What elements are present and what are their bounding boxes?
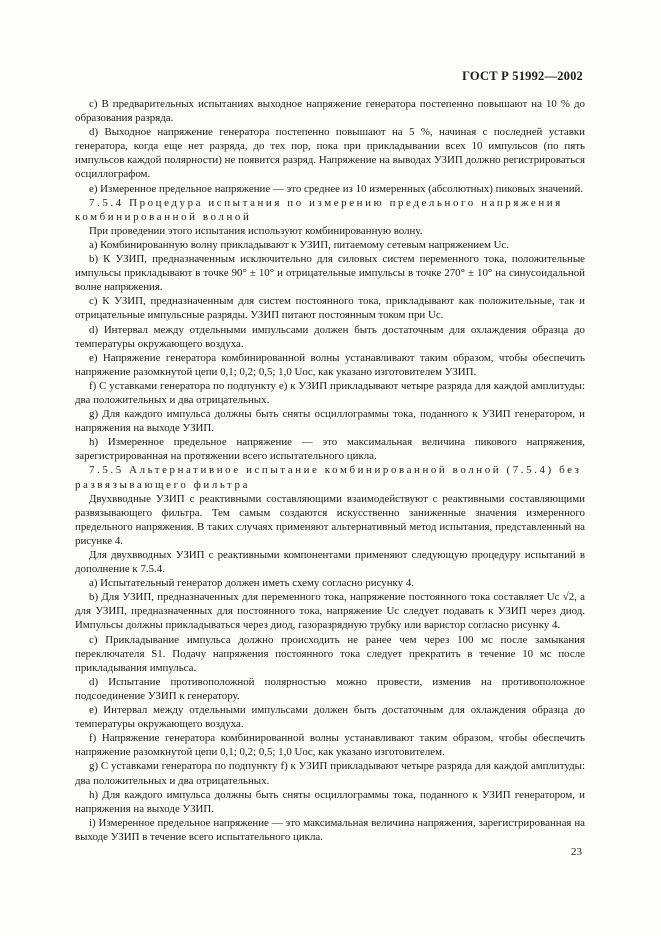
- paragraph-7-5-5-b: b) Для УЗИП, предназначенных для переменного тока, напряжение постоянного тока составляет Uc √2, а для УЗИП, предназначенных для постоянного тока, напряжение Uc следует подавать к УЗИП через диод. Импульсы должны прикладываться через диод, газоразрядную трубку или варистор согласно рисунку 4.: [75, 591, 585, 632]
- document-body: [75, 97, 585, 844]
- paragraph-7-5-5-d: d) Испытание противоположной полярностью можно провести, изменив на противоположное подсоединение УЗИП к генератору.: [75, 675, 585, 702]
- paragraph-7-5-5-h: h) Для каждого импульса должны быть сняты осциллограммы тока, поданного к УЗИП генератором, и напряжения на выходе УЗИП.: [75, 788, 585, 815]
- paragraph-7-5-4-a: a) Комбинированную волну прикладывают к УЗИП, питаемому сетевым напряжением Uc.: [89, 238, 509, 251]
- paragraph-7-5-4-f: f) С уставками генератора по подпункту е) к УЗИП прикладывают четыре разряда для каждой амплитуды: два положительных и два отрицательных.: [75, 379, 585, 406]
- paragraph-7-5-3-e: е) Измеренное предельное напряжение — это среднее из 10 измеренных (абсолютных) пиковых значений.: [89, 182, 584, 195]
- page-number: 23: [571, 846, 582, 858]
- paragraph-7-5-5-e: e) Интервал между отдельными импульсами должен быть достаточным для охлаждения образца до температуры окружающего воздуха.: [75, 704, 585, 731]
- paragraph-7-5-5-a: a) Испытательный генератор должен иметь схему согласно рисунку 4.: [89, 577, 415, 590]
- paragraph-procedure-7-5-5: Для двухвводных УЗИП с реактивными компонентами применяют следующую процедуру испытаний в дополнение к 7.5.4.: [75, 549, 585, 576]
- paragraph-7-5-4-b: b) К УЗИП, предназначенным исключительно для силовых систем переменного тока, положительные импульсы прикладывают в точке 90° ± 10° и отрицательные импульсы в точке 270° ± 10° на синусоидальной волне напряжения.: [75, 253, 585, 294]
- paragraph-7-5-4-d: d) Интервал между отдельными импульсами должен быть достаточным для охлаждения образца до температуры окружающего воздуха.: [75, 323, 585, 350]
- paragraph-7-5-5-i: i) Измеренное предельное напряжение — это максимальная величина напряжения, зарегистрированная на выходе УЗИП в течение всего испытательного цикла.: [75, 816, 585, 843]
- section-heading-7-5-5: 7.5.5 Альтернативное испытание комбинированной волной (7.5.4) без развязывающего фильтра: [75, 464, 582, 491]
- paragraph-intro-7-5-5: Двухвводные УЗИП с реактивными составляющими взаимодействуют с реактивными составляющими развязывающего фильтра. Тем самым создаются искусственно заниженные значения измеренного предельного напряжения. В таких случаях применяют альтернативный метод испытания, представленный на рисунке 4.: [75, 492, 585, 547]
- paragraph-7-5-5-c: c) Прикладывание импульса должно происходить не ранее чем через 100 мс после замыкания переключателя S1. Подачу напряжения постоянного тока следует прекратить в течение 10 мс после прикладывания импульса.: [75, 633, 585, 674]
- paragraph-7-5-4-h: h) Измеренное предельное напряжение — это максимальная величина пикового напряжения, зарегистрированная на протяжении всего испытательного цикла.: [75, 436, 585, 463]
- paragraph-7-5-3-d: d) Выходное напряжение генератора постепенно повышают на 5 %, начиная с последней уставки генератора, когда еще нет разряда, до тех пор, пока при прикладывании всех 10 импульсов (по пять импульсов каждой полярности) не появится разряд. Напряжение на выводах УЗИП должно регистрироваться осциллографом.: [75, 126, 585, 181]
- paragraph-intro-7-5-4: При проведении этого испытания используют комбинированную волну.: [89, 224, 423, 237]
- paragraph-7-5-5-f: f) Напряжение генератора комбинированной волны устанавливают таким образом, чтобы обеспечить напряжение разомкнутой цепи 0,1; 0,2; 0,5; 1,0 Uoc, как указано изготовителем.: [75, 732, 585, 759]
- paragraph-7-5-3-c: c) В предварительных испытаниях выходное напряжение генератора постепенно повышают на 10 % до образования разряда.: [75, 98, 585, 125]
- paragraph-7-5-4-c: c) К УЗИП, предназначенным для систем постоянного тока, прикладывают как положительные, так и отрицательные импульсные разряды. УЗИП питают постоянным током при Uc.: [75, 295, 585, 322]
- document-number: ГОСТ Р 51992—2002: [462, 69, 583, 83]
- section-heading-7-5-4: 7.5.4 Процедура испытания по измерению предельного напряжения комбинированной волной: [75, 196, 563, 223]
- paragraph-7-5-4-e: e) Напряжение генератора комбинированной волны устанавливают таким образом, чтобы обеспечить напряжение разомкнутой цепи 0,1; 0,2; 0,5; 1,0 Uoc, как указано изготовителем УЗИП.: [75, 351, 585, 378]
- paragraph-7-5-5-g: g) С уставками генератора по подпункту f) к УЗИП прикладывают четыре разряда для каждой амплитуды: два положительных и два отрицательных.: [75, 760, 585, 787]
- paragraph-7-5-4-g: g) Для каждого импульса должны быть сняты осциллограммы тока, поданного к УЗИП генератором, и напряжения на выходе УЗИП.: [75, 408, 585, 435]
